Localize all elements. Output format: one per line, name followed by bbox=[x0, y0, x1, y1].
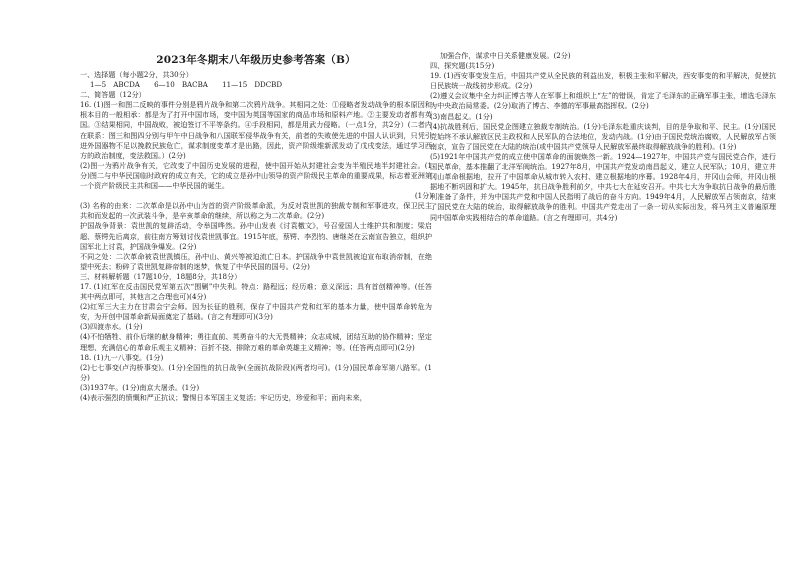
left-column bbox=[80, 36, 432, 403]
section-heading: 四、探究题(共15分) bbox=[430, 61, 495, 71]
document-title: 2023年冬期末八年级历史参考答案（B） bbox=[156, 54, 356, 66]
answer-paragraph: (3) 名称的由来：二次革命是以孙中山为首的资产阶级革命派，为反对袁世凯的独裁专制和军事进攻，保卫民主共和而发起的一次武装斗争，是辛亥革命的继续，所以称之为二次革命。(2分) bbox=[80, 201, 432, 221]
answer-paragraph: (4)抗战胜利后，国民党企图建立独裁专制统治。(1分)毛泽东赴重庆谈判，目的是争取和平、民主。(1分)国民党始终不承认解放区民主政权和人民军队的合法地位，发动内战。(1分)由于国民党统治腐败，人民解放军占领南京，宣告了国民党在大陆的统治(或中国共产党领导人民解放军最终取得解放战争的胜利)。(1分) bbox=[430, 121, 776, 151]
answer-paragraph: (3)南昌起义。(1分) bbox=[430, 111, 493, 121]
answer-paragraph: 16. (1)图一和图二反映的事件分别是鸦片战争和第二次鸦片战争。其相同之处：①侵略者发动战争的根本原因和根本目的一般相承：都是为了打开中国市场，变中国为英国等国家的商品市场和原料产地。②主要发动者都有英国。③结果相同，中国战败，被迫签订不平等条约。④手段相同，都是用武力侵略。（一点1分，共2分）(二者内在联系：图三和图四分别与甲午中日战争和八国联军侵华战争有关，前者的失败使先进的中国人认识到，只凭引进外国器物不足以挽救民族危亡，谋求制度变革才是出路，因此，资产阶级维新派发动了戊戌变法，通过学习西方的政治制度，变法救国。）(2分) bbox=[80, 100, 432, 160]
answer-paragraph: (3)四渡赤水。(1分) bbox=[80, 322, 143, 332]
answer-paragraph: (4)不怕牺牲、前仆后继的献身精神；勇往直前、英勇奋斗的大无畏精神；众志成城，团结互助的协作精神；坚定理想、充满信心的革命乐观主义精神；百折不挠、排除万难的革命英雄主义精神；等。(任答两点即可)(2分) bbox=[80, 332, 432, 352]
answer-paragraph: 18. (1)九一八事变。(1分) bbox=[80, 352, 164, 362]
answer-paragraph: (2)图一为鸦片战争有关，它改变了中国历史发展的进程，使中国开始从封建社会变为半殖民地半封建社会。(1分)图二与中华民国临时政府的成立有关，它的成立是孙中山领导的资产阶级民主革命的重要成果，标志着亚洲第一个资产阶级民主共和国——中华民国的诞生。 bbox=[80, 160, 432, 191]
answer-paragraph: (3)1937年。(1分)南京大屠杀。(1分) bbox=[80, 382, 200, 392]
section-heading: 二、简答题（12分） bbox=[80, 90, 146, 100]
answer-paragraph: (2)七七事变(卢沟桥事变)。(1分)全国性的抗日战争(全面抗战阶段)(两者均可)。(1分)国民革命军第八路军。(1分) bbox=[80, 362, 432, 382]
score-note: (1分) bbox=[414, 191, 432, 201]
section-heading: 三、材料解析题（17题10分，18题8分，共18分） bbox=[80, 271, 242, 281]
answer-paragraph: 不同之处：二次革命被袁世凯镇压，孙中山、黄兴等被迫流亡日本。护国战争中袁世凯被迫宣布取消帝制，在绝望中死去；粉碎了袁世凯复辟帝制的迷梦，恢复了中华民国的国号。(2分) bbox=[80, 251, 432, 271]
answer-paragraph: 19. (1)西安事变发生后，中国共产党从全民族的利益出发，积极主张和平解决，西安事变的和平解决，促使抗日民族统一战线初步形成。(2分) bbox=[430, 71, 776, 91]
right-column bbox=[430, 51, 776, 223]
answer-paragraph: (5)1921年中国共产党的成立使中国革命的面貌焕然一新。1924—1927年，中国共产党与国民党合作，进行国民革命，基本推翻了北洋军阀统治。1927年8月，中国共产党发动南昌起义，建立人民军队；10月，建立井冈山革命根据地，拉开了中国革命从城市转入农村、建立根据地的序幕。1928年4月，井冈山会师，井冈山根据地不断巩固和扩大。1945年，抗日战争胜利前夕，中共七大在延安召开。中共七大为争取抗日战争的最后胜利准备了条件，并为中国共产党和中国人民指明了战后的奋斗方向。1949年4月，人民解放军占领南京，结束了国民党在大陆的统治，取得解放战争的胜利。中国共产党走出了一条一切从实际出发，将马列主义普遍原理同中国革命实践相结合的革命道路。(言之有理即可，共4分) bbox=[430, 151, 776, 222]
answer-paragraph: 加强合作，谋求中日关系健康发展。(2分) bbox=[440, 51, 571, 60]
choice-answers: 1—5 ABCDA 6—10 BACBA 11—15 DDCBD bbox=[90, 80, 283, 90]
answer-paragraph: (2)红军三大主力在甘肃会宁会师。因为长征的胜利，保存了中国共产党和红军的基本力量，使中国革命转危为安，为开创中国革命新局面奠定了基础。(言之有理即可)(3分) bbox=[80, 302, 432, 322]
section-heading: 一、选择题（每小题2分，共30分） bbox=[80, 70, 193, 79]
answer-paragraph: 护国战争背景：袁世凯的复辟活动，令举国哗然。孙中山发表《讨袁檄文》，号召爱国人士维护共和制度；梁启超、蔡锷先后离京，前往南方筹划讨伐袁世凯事宜。1915年底，蔡锷、李烈钧、唐继尧在云南宣告独立，组织护国军北上讨袁，护国战争爆发。(2分) bbox=[80, 221, 432, 251]
answer-paragraph: (4)表示强烈的愤慨和严正抗议；警惕日本军国主义复活；牢记历史，珍爱和平；面向未来， bbox=[80, 393, 367, 402]
answer-paragraph: 17. (1)红军在反击国民党军第五次“围剿”中失利。特点：路程远；经历难；意义深远；具有首创精神等。(任答其中两点即可，其他言之合理也可)(4分) bbox=[80, 281, 432, 302]
answer-paragraph: (2)遵义会议集中全力纠正博古等人在军事上和组织上“左”的错误，肯定了毛泽东的正确军事主张，增选毛泽东为中央政治局常委。(2分)取消了博古、李德的军事最高指挥权。(2分) bbox=[430, 91, 776, 111]
